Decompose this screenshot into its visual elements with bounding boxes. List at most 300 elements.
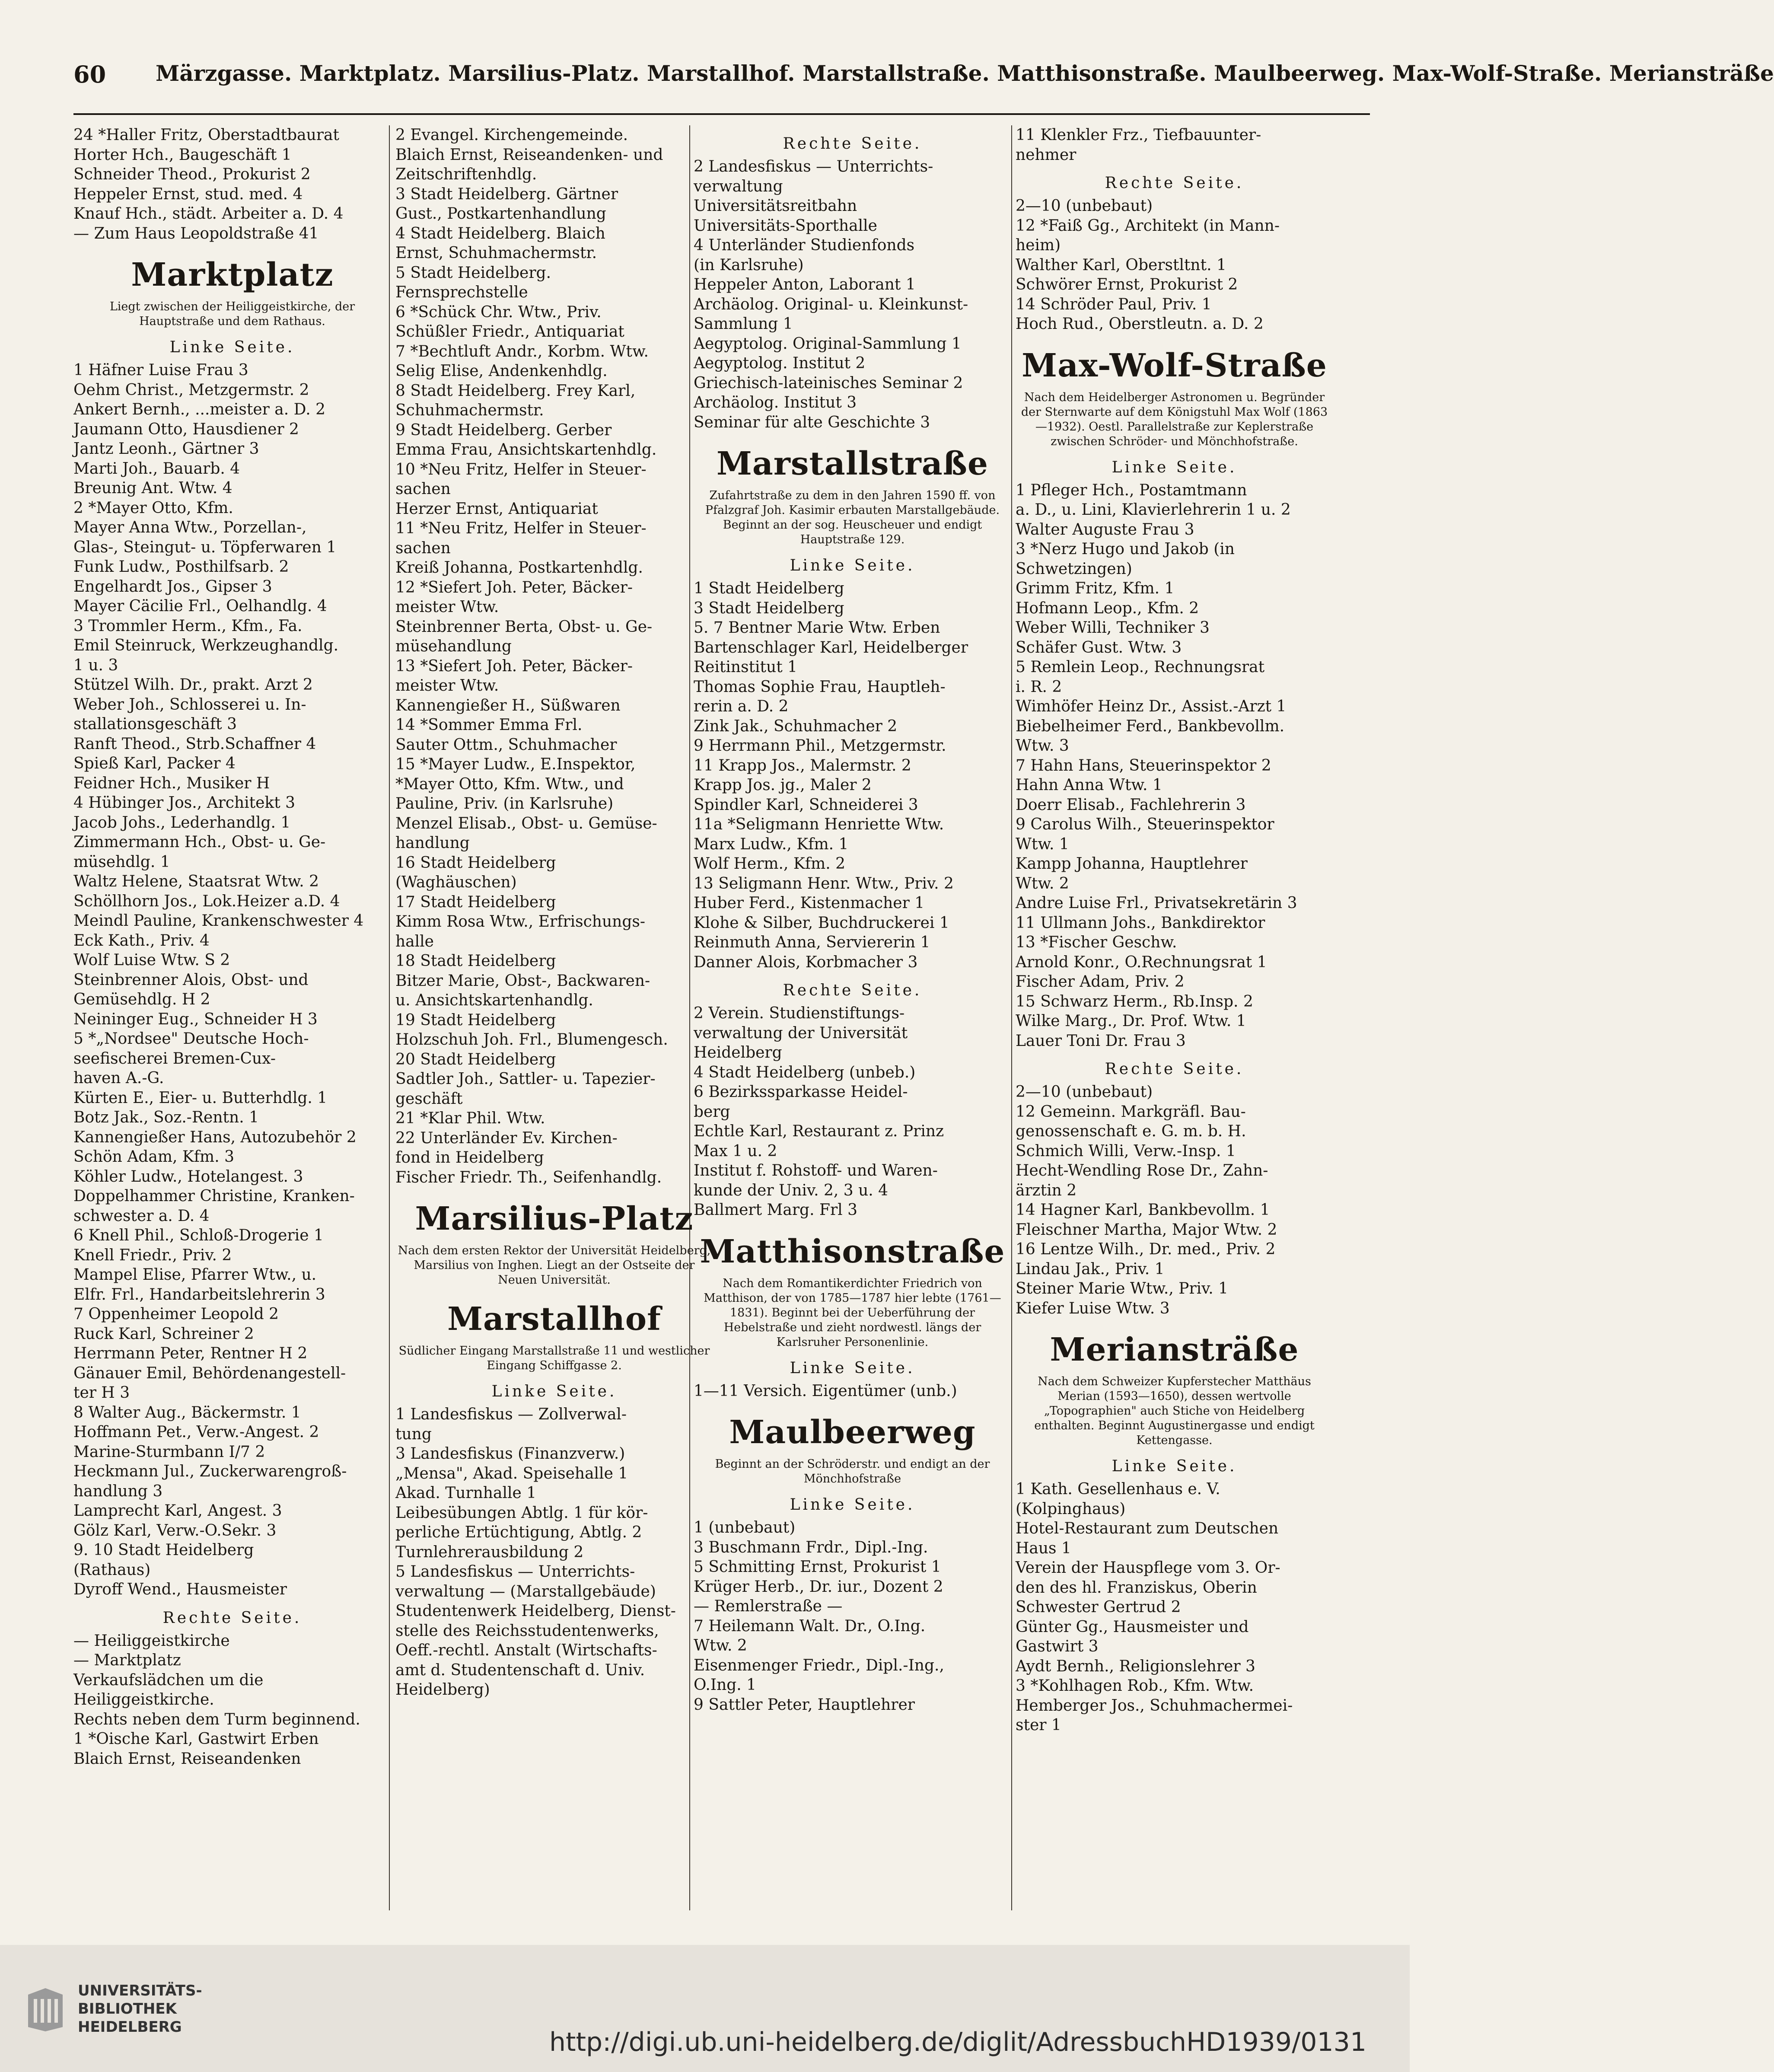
directory-entry: stelle des Reichsstudentenwerks, xyxy=(395,1622,659,1640)
directory-entry: seefischerei Bremen-Cux- xyxy=(73,1049,276,1068)
street-title: Meriansträße xyxy=(1050,1331,1299,1368)
street-section xyxy=(1016,174,1333,334)
directory-entry: Zink Jak., Schuhmacher 2 xyxy=(694,717,898,735)
directory-entry: 4 Hübinger Jos., Architekt 3 xyxy=(73,794,296,812)
directory-entry: 3 Stadt Heidelberg xyxy=(694,599,844,617)
side-heading: Linke Seite. xyxy=(790,1359,915,1377)
directory-entry: 1—11 Versich. Eigentümer (unb.) xyxy=(694,1382,957,1400)
directory-entry: sachen xyxy=(395,539,451,557)
directory-entry: Spieß Karl, Packer 4 xyxy=(73,755,236,772)
directory-entry: Arnold Konr., O.Rechnungsrat 1 xyxy=(1016,953,1267,971)
directory-entry: 19 Stadt Heidelberg xyxy=(395,1011,556,1029)
directory-entry: Hofmann Leop., Kfm. 2 xyxy=(1016,599,1199,617)
directory-entry: Dyroff Wend., Hausmeister xyxy=(73,1581,287,1598)
library-name xyxy=(78,1982,202,2036)
street-section xyxy=(395,1200,713,1288)
directory-entry: Biebelheimer Ferd., Bankbevollm. xyxy=(1016,717,1285,735)
directory-entry: Echtle Karl, Restaurant z. Prinz xyxy=(694,1122,944,1140)
directory-entry: 22 Unterländer Ev. Kirchen- xyxy=(395,1129,618,1147)
directory-entry: verwaltung — (Marstallgebäude) xyxy=(395,1582,656,1600)
directory-entry: Sadtler Joh., Sattler- u. Tapezier- xyxy=(395,1070,656,1088)
directory-entry: 2 Landesfiskus — Unterrichts- xyxy=(694,158,933,175)
directory-entry: 4 Stadt Heidelberg (unbeb.) xyxy=(694,1063,916,1081)
directory-entry: den des hl. Franziskus, Oberin xyxy=(1016,1578,1257,1597)
directory-entry: Eisenmenger Friedr., Dipl.-Ing., xyxy=(694,1656,944,1674)
directory-entry: Schneider Theod., Prokurist 2 xyxy=(73,166,311,183)
directory-entry: verwaltung der Universität xyxy=(694,1024,908,1042)
directory-entry: 9 Sattler Peter, Hauptlehrer xyxy=(694,1696,915,1714)
column-3 xyxy=(694,125,1011,1915)
street-note: Beginnt an der Schröderstr. und endigt an der Mönchhofstraße xyxy=(715,1457,990,1485)
directory-entry: Wtw. 2 xyxy=(694,1637,747,1654)
directory-entry: nehmer xyxy=(1016,146,1077,164)
directory-entry: handlung 3 xyxy=(73,1482,163,1500)
directory-entry: Knell Friedr., Priv. 2 xyxy=(73,1246,232,1264)
directory-entry: Waltz Helene, Staatsrat Wtw. 2 xyxy=(73,873,319,890)
directory-entry: 6 Bezirkssparkasse Heidel- xyxy=(694,1083,908,1101)
directory-entry: 15 Schwarz Herm., Rb.Insp. 2 xyxy=(1016,992,1253,1010)
directory-entry: Hoffmann Pet., Verw.-Angest. 2 xyxy=(73,1423,319,1441)
street-section xyxy=(73,1609,391,1769)
directory-entry: Wtw. 1 xyxy=(1016,835,1069,853)
side-heading: Rechte Seite. xyxy=(1105,1060,1244,1078)
header-rule xyxy=(73,113,1370,115)
directory-entry: halle xyxy=(395,932,434,950)
directory-entry: Lauer Toni Dr. Frau 3 xyxy=(1016,1032,1186,1050)
directory-entry: Wimhöfer Heinz Dr., Assist.-Arzt 1 xyxy=(1016,698,1287,715)
directory-entry: müsehandlung xyxy=(395,638,512,655)
street-section xyxy=(73,125,391,243)
street-note: Nach dem ersten Rektor der Universität Heidelberg, Marsilius von Inghen. Liegt an der Ostseite der Neuen Universität. xyxy=(398,1244,711,1287)
directory-entry: Knauf Hch., städt. Arbeiter a. D. 4 xyxy=(73,205,344,223)
directory-entry: 7 Heilemann Walt. Dr., O.Ing. xyxy=(694,1617,926,1635)
street-title: Marktplatz xyxy=(131,256,334,293)
directory-entry: Engelhardt Jos., Gipser 3 xyxy=(73,577,272,596)
directory-entry: 7 *Bechtluft Andr., Korbm. Wtw. xyxy=(395,342,649,360)
directory-entry: Weber Joh., Schlosserei u. In- xyxy=(73,695,306,714)
directory-entry: Hahn Anna Wtw. 1 xyxy=(1016,776,1162,794)
directory-entry: Institut f. Rohstoff- und Waren- xyxy=(694,1162,938,1179)
directory-entry: Reinmuth Anna, Serviererin 1 xyxy=(694,934,930,951)
directory-entry: Holzschuh Joh. Frl., Blumengesch. xyxy=(395,1031,668,1049)
directory-entry: Herzer Ernst, Antiquariat xyxy=(395,500,598,518)
directory-entry: Hotel-Restaurant zum Deutschen xyxy=(1016,1520,1279,1537)
directory-entry: Oeff.-rechtl. Anstalt (Wirtschafts- xyxy=(395,1642,657,1659)
directory-entry: ster 1 xyxy=(1016,1716,1061,1734)
directory-entry: 5 Schmitting Ernst, Prokurist 1 xyxy=(694,1558,941,1576)
directory-entry: Turnlehrerausbildung 2 xyxy=(395,1543,584,1561)
street-section xyxy=(694,135,1011,432)
directory-entry: Fernsprechstelle xyxy=(395,284,528,301)
directory-entry: Schäfer Gust. Wtw. 3 xyxy=(1016,638,1182,657)
side-heading: Linke Seite. xyxy=(169,338,295,356)
directory-entry: Selig Elise, Andenkenhdlg. xyxy=(395,362,608,380)
directory-entry: Wtw. 2 xyxy=(1016,874,1069,893)
directory-entry: 24 *Haller Fritz, Oberstadtbaurat xyxy=(73,126,339,144)
directory-entry: Herrmann Peter, Rentner H 2 xyxy=(73,1345,308,1362)
street-section xyxy=(694,445,1011,972)
street-note: Nach dem Schweizer Kupferstecher Matthäus Merian (1593—1650), dessen wertvolle „Topographien" auch Stiche von Heidelberg enthalten. Beginnt Augustinergasse und endigt Kettengasse. xyxy=(1034,1375,1315,1447)
directory-entry: Wolf Luise Wtw. S 2 xyxy=(73,951,230,969)
directory-entry: 1 (unbebaut) xyxy=(694,1519,796,1536)
directory-entry: Akad. Turnhalle 1 xyxy=(395,1484,537,1502)
directory-entry: 1 *Oische Karl, Gastwirt Erben xyxy=(73,1730,319,1748)
directory-entry: Fischer Adam, Priv. 2 xyxy=(1016,973,1185,991)
side-heading: Linke Seite. xyxy=(790,557,915,574)
directory-entry: Schwörer Ernst, Prokurist 2 xyxy=(1016,276,1238,293)
street-section xyxy=(1016,347,1333,1051)
directory-entry: Marti Joh., Bauarb. 4 xyxy=(73,459,240,478)
directory-entry: — Remlerstraße — xyxy=(694,1597,843,1615)
directory-entry: Breunig Ant. Wtw. 4 xyxy=(73,479,232,497)
directory-entry: (Rathaus) xyxy=(73,1561,151,1579)
directory-entry: handlung xyxy=(395,834,470,852)
directory-entry: Weber Willi, Techniker 3 xyxy=(1016,619,1210,637)
library-name-line: UNIVERSITÄTS- xyxy=(78,1982,202,1999)
street-section xyxy=(1016,125,1333,165)
directory-entry: Ernst, Schuhmachermstr. xyxy=(395,244,597,262)
directory-entry: a. D., u. Lini, Klavierlehrerin 1 u. 2 xyxy=(1016,501,1291,519)
side-heading: Linke Seite. xyxy=(1112,1457,1237,1475)
directory-entry: (Kolpinghaus) xyxy=(1016,1500,1126,1518)
directory-entry: 3 Landesfiskus (Finanzverw.) xyxy=(395,1445,625,1463)
directory-entry: Kannengießer Hans, Autozubehör 2 xyxy=(73,1128,357,1146)
directory-entry: Schwetzingen) xyxy=(1016,560,1132,578)
directory-entry: Rechts neben dem Turm beginnend. xyxy=(73,1710,360,1728)
library-name-line: BIBLIOTHEK xyxy=(78,2000,177,2018)
directory-entry: Jacob Johs., Lederhandlg. 1 xyxy=(73,813,291,832)
directory-entry: Emil Steinruck, Werkzeughandlg. xyxy=(73,637,339,654)
directory-entry: Klohe & Silber, Buchdruckerei 1 xyxy=(694,914,949,932)
directory-entry: 3 Buschmann Frdr., Dipl.-Ing. xyxy=(694,1538,928,1556)
directory-entry: Blaich Ernst, Reiseandenken xyxy=(73,1750,301,1768)
directory-entry: Mampel Elise, Pfarrer Wtw., u. xyxy=(73,1266,317,1284)
directory-entry: Danner Alois, Korbmacher 3 xyxy=(694,953,918,971)
directory-entry: verwaltung xyxy=(694,177,783,195)
directory-entry: 1 Landesfiskus — Zollverwal- xyxy=(395,1406,627,1423)
directory-entry: 7 Oppenheimer Leopold 2 xyxy=(73,1305,279,1323)
side-heading: Linke Seite. xyxy=(491,1383,617,1400)
directory-entry: Emma Frau, Ansichtskartenhdlg. xyxy=(395,441,657,459)
directory-entry: Aegyptolog. Institut 2 xyxy=(694,354,866,372)
running-header: Märzgasse. Marktplatz. Marsilius-Platz. Marstallhof. Marstallstraße. Matthisonstraße. Maulbeerweg. Max-Wolf-Straße. Meriansträße xyxy=(156,61,1774,86)
directory-entry: Menzel Elisab., Obst- u. Gemüse- xyxy=(395,814,657,832)
street-title: Marstallhof xyxy=(447,1301,661,1338)
street-section xyxy=(694,1414,1011,1715)
side-heading: Linke Seite. xyxy=(790,1496,915,1514)
directory-entry: stallationsgeschäft 3 xyxy=(73,715,237,733)
directory-entry: Jantz Leonh., Gärtner 3 xyxy=(73,440,259,458)
directory-entry: 17 Stadt Heidelberg xyxy=(395,893,556,911)
column-divider xyxy=(1011,125,1012,1910)
directory-entry: Schön Adam, Kfm. 3 xyxy=(73,1148,234,1166)
directory-entry: Huber Ferd., Kistenmacher 1 xyxy=(694,894,925,912)
directory-entry: (in Karlsruhe) xyxy=(694,256,804,274)
directory-entry: 5. 7 Bentner Marie Wtw. Erben xyxy=(694,619,940,637)
directory-entry: Doppelhammer Christine, Kranken- xyxy=(73,1187,355,1205)
directory-entry: Steinbrenner Alois, Obst- und xyxy=(73,971,309,989)
street-title: Matthisonstraße xyxy=(700,1233,1005,1270)
library-name-line: HEIDELBERG xyxy=(78,2018,182,2036)
directory-entry: 12 Gemeinn. Markgräfl. Bau- xyxy=(1016,1103,1246,1121)
directory-entry: meister Wtw. xyxy=(395,598,499,616)
street-section xyxy=(73,256,391,1600)
side-heading: Linke Seite. xyxy=(1112,458,1237,476)
directory-entry: Leibesübungen Abtlg. 1 für kör- xyxy=(395,1504,648,1522)
directory-entry: 11 *Neu Fritz, Helfer in Steuer- xyxy=(395,520,647,537)
directory-entry: 6 Knell Phil., Schloß-Drogerie 1 xyxy=(73,1227,324,1244)
side-heading: Rechte Seite. xyxy=(162,1609,302,1627)
directory-entry: 2—10 (unbebaut) xyxy=(1016,1083,1153,1101)
page-number: 60 xyxy=(73,61,106,88)
directory-entry: meister Wtw. xyxy=(395,677,499,695)
directory-entry: 9 Herrmann Phil., Metzgermstr. xyxy=(694,737,946,755)
directory-entry: 9 Stadt Heidelberg. Gerber xyxy=(395,421,612,439)
directory-entry: Gänauer Emil, Behördenangestell- xyxy=(73,1364,346,1382)
street-section xyxy=(1016,1060,1333,1318)
directory-entry: Griechisch-lateinisches Seminar 2 xyxy=(694,374,963,392)
directory-entry: Doerr Elisab., Fachlehrerin 3 xyxy=(1016,796,1246,814)
directory-entry: Meindl Pauline, Krankenschwester 4 xyxy=(73,912,364,930)
street-note: Südlicher Eingang Marstallstraße 11 und westlicher Eingang Schiffgasse 2. xyxy=(398,1344,710,1372)
directory-entry: Lamprecht Karl, Angest. 3 xyxy=(73,1502,282,1520)
directory-entry: i. R. 2 xyxy=(1016,678,1062,696)
directory-entry: Zeitschriftenhdlg. xyxy=(395,166,537,183)
directory-entry: Günter Gg., Hausmeister und xyxy=(1016,1618,1249,1636)
directory-entry: 2 *Mayer Otto, Kfm. xyxy=(73,499,233,517)
column-1 xyxy=(73,125,391,1915)
directory-entry: 8 Stadt Heidelberg. Frey Karl, xyxy=(395,382,636,400)
directory-entry: Krüger Herb., Dr. iur., Dozent 2 xyxy=(694,1578,943,1596)
directory-entry: (Waghäuschen) xyxy=(395,873,517,891)
street-note: Nach dem Romantikerdichter Friedrich von Matthison, der von 1785—1787 hier lebte (1761—1831). Beginnt bei der Ueberführung der Hebelstraße und zieht nordwestl. längs der Karlsruher Personenlinie. xyxy=(704,1276,1001,1349)
directory-entry: 2 Evangel. Kirchengemeinde. xyxy=(395,126,628,144)
street-section xyxy=(1016,1331,1333,1735)
directory-entry: Schüßler Friedr., Antiquariat xyxy=(395,323,624,341)
directory-entry: amt d. Studentenschaft d. Univ. xyxy=(395,1661,645,1679)
directory-entry: Universitätsreitbahn xyxy=(694,197,857,215)
directory-entry: Heiliggeistkirche. xyxy=(73,1691,214,1709)
directory-entry: 9. 10 Stadt Heidelberg xyxy=(73,1541,254,1559)
directory-entry: Wilke Marg., Dr. Prof. Wtw. 1 xyxy=(1016,1012,1246,1030)
directory-entry: 13 *Siefert Joh. Peter, Bäcker- xyxy=(395,657,633,675)
directory-entry: Wolf Herm., Kfm. 2 xyxy=(694,855,846,873)
street-title: Marsilius-Platz xyxy=(415,1200,694,1237)
directory-entry: Bartenschlager Karl, Heidelberger xyxy=(694,638,968,657)
directory-entry: Walther Karl, Oberstltnt. 1 xyxy=(1016,256,1226,274)
street-title: Marstallstraße xyxy=(717,445,988,482)
directory-entry: 3 Trommler Herm., Kfm., Fa. xyxy=(73,617,303,635)
directory-entry: Seminar für alte Geschichte 3 xyxy=(694,413,930,431)
directory-entry: Aegyptolog. Original-Sammlung 1 xyxy=(694,335,962,353)
directory-entry: Hoch Rud., Oberstleutn. a. D. 2 xyxy=(1016,315,1264,333)
directory-entry: 1 u. 3 xyxy=(73,656,118,674)
directory-entry: müsehdlg. 1 xyxy=(73,853,170,871)
directory-entry: kunde der Univ. 2, 3 u. 4 xyxy=(694,1181,889,1199)
directory-entry: 21 *Klar Phil. Wtw. xyxy=(395,1109,545,1127)
directory-entry: „Mensa", Akad. Speisehalle 1 xyxy=(395,1464,628,1482)
directory-entry: Schmich Willi, Verw.-Insp. 1 xyxy=(1016,1142,1236,1160)
directory-entry: 11 Krapp Jos., Malermstr. 2 xyxy=(694,756,911,775)
directory-entry: Gust., Postkartenhandlung xyxy=(395,205,606,223)
directory-entry: — Zum Haus Leopoldstraße 41 xyxy=(73,224,319,242)
directory-entry: 12 *Faiß Gg., Architekt (in Mann- xyxy=(1016,217,1280,235)
directory-entry: Köhler Ludw., Hotelangest. 3 xyxy=(73,1167,303,1186)
directory-entry: 1 Kath. Gesellenhaus e. V. xyxy=(1016,1480,1220,1498)
directory-entry: 15 *Mayer Ludw., E.Inspektor, xyxy=(395,755,636,773)
directory-entry: Heidelberg xyxy=(694,1044,782,1062)
directory-entry: ärztin 2 xyxy=(1016,1181,1077,1199)
directory-entry: 16 Stadt Heidelberg xyxy=(395,854,556,872)
directory-entry: Max 1 u. 2 xyxy=(694,1142,777,1160)
directory-entry: Blaich Ernst, Reiseandenken- und xyxy=(395,146,663,164)
directory-entry: tung xyxy=(395,1425,432,1443)
directory-entry: haven A.-G. xyxy=(73,1069,164,1087)
directory-entry: Kampp Johanna, Hauptlehrer xyxy=(1016,855,1248,873)
directory-entry: Sammlung 1 xyxy=(694,315,793,333)
directory-entry: u. Ansichtskartenhandlg. xyxy=(395,991,593,1009)
directory-entry: 2 Verein. Studienstiftungs- xyxy=(694,1004,905,1022)
directory-entry: 16 Lentze Wilh., Dr. med., Priv. 2 xyxy=(1016,1240,1276,1258)
directory-entry: 14 *Sommer Emma Frl. xyxy=(395,716,583,734)
side-heading: Rechte Seite. xyxy=(783,982,922,999)
street-section xyxy=(694,982,1011,1220)
directory-entry: 2—10 (unbebaut) xyxy=(1016,197,1153,215)
directory-entry: 13 Seligmann Henr. Wtw., Priv. 2 xyxy=(694,874,954,893)
directory-entry: Glas-, Steingut- u. Töpferwaren 1 xyxy=(73,538,337,556)
directory-entry: Kiefer Luise Wtw. 3 xyxy=(1016,1299,1170,1317)
source-url-link[interactable]: http://digi.ub.uni-heidelberg.de/diglit/AdressbuchHD1939/0131 xyxy=(549,2027,1366,2057)
directory-entry: Thomas Sophie Frau, Hauptleh- xyxy=(694,678,946,696)
directory-entry: Grimm Fritz, Kfm. 1 xyxy=(1016,580,1175,597)
directory-entry: Heppeler Ernst, stud. med. 4 xyxy=(73,185,303,203)
directory-entry: Jaumann Otto, Hausdiener 2 xyxy=(73,420,299,438)
directory-entry: Gastwirt 3 xyxy=(1016,1638,1099,1655)
directory-entry: geschäft xyxy=(395,1090,463,1108)
directory-entry: 11 Klenkler Frz., Tiefbauunter- xyxy=(1016,126,1261,144)
directory-entry: 5 *„Nordsee" Deutsche Hoch- xyxy=(73,1030,309,1048)
directory-entry: Verkaufslädchen um die xyxy=(73,1671,264,1689)
directory-entry: Feidner Hch., Musiker H xyxy=(73,774,270,792)
directory-entry: 5 Stadt Heidelberg. xyxy=(395,264,551,282)
directory-entry: Andre Luise Frl., Privatsekretärin 3 xyxy=(1016,894,1297,912)
directory-entry: Mayer Anna Wtw., Porzellan-, xyxy=(73,519,307,536)
directory-entry: rerin a. D. 2 xyxy=(694,698,789,715)
directory-entry: Reitinstitut 1 xyxy=(694,658,798,676)
directory-entry: Heidelberg) xyxy=(395,1681,490,1699)
directory-entry: 7 Hahn Hans, Steuerinspektor 2 xyxy=(1016,756,1271,775)
directory-entry: Spindler Karl, Schneiderei 3 xyxy=(694,796,918,814)
column-4 xyxy=(1016,125,1333,1915)
directory-entry: Ankert Bernh., ...meister a. D. 2 xyxy=(73,401,325,418)
street-note: Nach dem Heidelberger Astronomen u. Begründer der Sternwarte auf dem Königstuhl Max Wolf (1863—1932). Oestl. Parallelstraße zur Keplerstraße zwischen Schröder- und Mönchhofstraße. xyxy=(1021,390,1328,448)
directory-entry: Neininger Eug., Schneider H 3 xyxy=(73,1010,318,1028)
directory-entry: Zimmermann Hch., Obst- u. Ge- xyxy=(73,833,326,851)
directory-entry: 1 Häfner Luise Frau 3 xyxy=(73,361,248,379)
directory-entry: 12 *Siefert Joh. Peter, Bäcker- xyxy=(395,578,633,596)
directory-entry: Krapp Jos. jg., Maler 2 xyxy=(694,776,872,794)
street-title: Max-Wolf-Straße xyxy=(1022,347,1327,384)
page-header xyxy=(73,61,1774,99)
directory-entry: *Mayer Otto, Kfm. Wtw., und xyxy=(395,775,624,793)
directory-entry: 20 Stadt Heidelberg xyxy=(395,1050,556,1068)
directory-entry: 5 Landesfiskus — Unterrichts- xyxy=(395,1563,635,1581)
directory-entry: O.Ing. 1 xyxy=(694,1676,757,1694)
directory-entry: 18 Stadt Heidelberg xyxy=(395,952,556,970)
directory-entry: 11a *Seligmann Henriette Wtw. xyxy=(694,816,944,833)
directory-entry: Ruck Karl, Schreiner 2 xyxy=(73,1325,254,1343)
directory-entry: — Marktplatz xyxy=(73,1651,181,1669)
directory-entry: 3 *Kohlhagen Rob., Kfm. Wtw. xyxy=(1016,1677,1254,1695)
directory-entry: Studentenwerk Heidelberg, Dienst- xyxy=(395,1602,676,1620)
directory-entry: Steinbrenner Berta, Obst- u. Ge- xyxy=(395,618,653,636)
directory-entry: Schwester Gertrud 2 xyxy=(1016,1598,1181,1616)
directory-entry: Wtw. 3 xyxy=(1016,737,1069,755)
street-section xyxy=(694,1233,1011,1401)
directory-entry: Pauline, Priv. (in Karlsruhe) xyxy=(395,795,614,813)
directory-entry: 6 *Schück Chr. Wtw., Priv. xyxy=(395,303,602,321)
directory-entry: — Heiliggeistkirche xyxy=(73,1632,230,1650)
directory-entry: Horter Hch., Baugeschäft 1 xyxy=(73,146,292,164)
directory-entry: Schuhmachermstr. xyxy=(395,402,544,419)
directory-entry: Eck Kath., Priv. 4 xyxy=(73,931,210,950)
directory-entry: schwester a. D. 4 xyxy=(73,1207,210,1225)
directory-entry: Archäolog. Original- u. Kleinkunst- xyxy=(694,295,968,313)
directory-entry: 8 Walter Aug., Bäckermstr. 1 xyxy=(73,1403,301,1422)
directory-entry: Marine-Sturmbann I/7 2 xyxy=(73,1443,265,1461)
directory-entry: Mayer Cäcilie Frl., Oelhandlg. 4 xyxy=(73,597,327,615)
directory-entry: Heckmann Jul., Zuckerwarengroß- xyxy=(73,1463,347,1480)
directory-entry: 14 Hagner Karl, Bankbevollm. 1 xyxy=(1016,1201,1270,1219)
directory-entry: Hemberger Jos., Schuhmachermei- xyxy=(1016,1696,1293,1715)
directory-entry: 1 Stadt Heidelberg xyxy=(694,580,844,597)
directory-entry: Stützel Wilh. Dr., prakt. Arzt 2 xyxy=(73,676,313,694)
directory-entry: perliche Ertüchtigung, Abtlg. 2 xyxy=(395,1524,642,1541)
directory-entry: Kannengießer H., Süßwaren xyxy=(395,696,621,714)
directory-entry: Ranft Theod., Strb.Schaffner 4 xyxy=(73,735,316,753)
street-note: Zufahrtstraße zu dem in den Jahren 1590 ff. von Pfalzgraf Joh. Kasimir erbauten Marstallgebäude. Beginnt an der sog. Heuscheuer und endigt Hauptstraße 129. xyxy=(705,489,1000,546)
directory-entry: Kürten E., Eier- u. Butterhdlg. 1 xyxy=(73,1089,328,1107)
directory-entry: Elfr. Frl., Handarbeitslehrerin 3 xyxy=(73,1285,325,1304)
directory-entry: Universitäts-Sporthalle xyxy=(694,217,877,235)
directory-entry: Gölz Karl, Verw.-O.Sekr. 3 xyxy=(73,1521,277,1540)
directory-entry: Aydt Bernh., Religionslehrer 3 xyxy=(1016,1657,1255,1675)
directory-entry: Ballmert Marg. Frl 3 xyxy=(694,1201,858,1219)
directory-entry: Hecht-Wendling Rose Dr., Zahn- xyxy=(1016,1162,1268,1179)
street-title: Maulbeerweg xyxy=(729,1414,976,1451)
directory-entry: 5 Remlein Leop., Rechnungsrat xyxy=(1016,658,1265,676)
side-heading: Rechte Seite. xyxy=(1105,174,1244,192)
directory-entry: Botz Jak., Soz.-Rentn. 1 xyxy=(73,1109,259,1126)
directory-entry: heim) xyxy=(1016,236,1061,254)
directory-entry: Kreiß Johanna, Postkartenhdlg. xyxy=(395,559,643,577)
directory-entry: genossenschaft e. G. m. b. H. xyxy=(1016,1122,1246,1140)
street-section xyxy=(395,1301,713,1700)
directory-entry: berg xyxy=(694,1103,730,1121)
directory-entry: fond in Heidelberg xyxy=(395,1149,544,1167)
directory-entry: Heppeler Anton, Laborant 1 xyxy=(694,276,916,293)
directory-entry: 4 Unterländer Studienfonds xyxy=(694,236,915,254)
side-heading: Rechte Seite. xyxy=(783,135,922,153)
directory-entry: Walter Auguste Frau 3 xyxy=(1016,520,1194,539)
directory-entry: Oehm Christ., Metzgermstr. 2 xyxy=(73,381,309,399)
directory-entry: Kimm Rosa Wtw., Erfrischungs- xyxy=(395,913,646,931)
directory-entry: Lindau Jak., Priv. 1 xyxy=(1016,1260,1165,1278)
directory-entry: 9 Carolus Wilh., Steuerinspektor xyxy=(1016,816,1274,833)
directory-entry: Fleischner Martha, Major Wtw. 2 xyxy=(1016,1221,1277,1239)
street-note: Liegt zwischen der Heiliggeistkirche, der Hauptstraße und dem Rathaus. xyxy=(109,300,355,328)
directory-entry: Fischer Friedr. Th., Seifenhandlg. xyxy=(395,1168,662,1186)
